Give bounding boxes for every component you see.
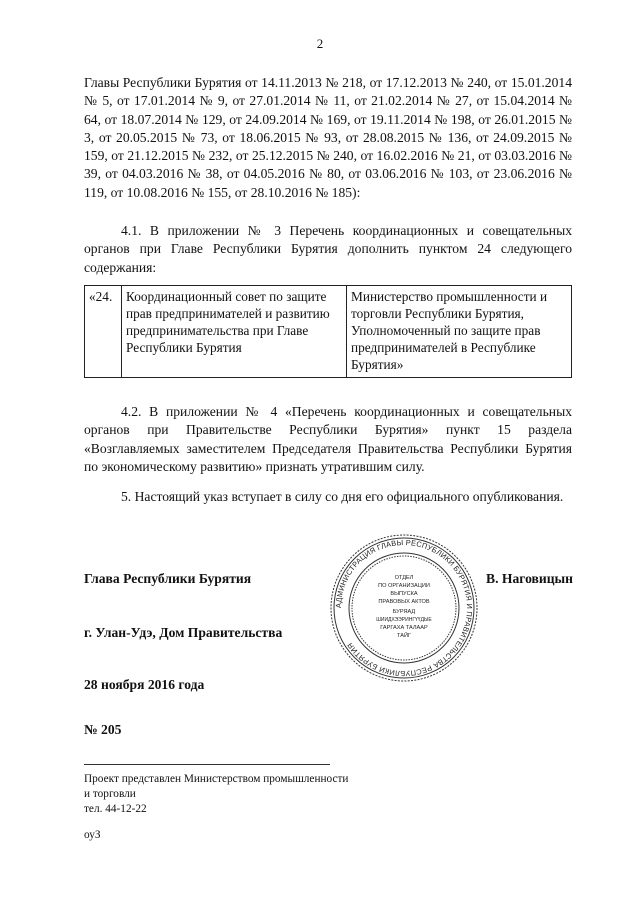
footnote xyxy=(84,772,348,817)
seal-line: ПРАВОВЫХ АКТОВ xyxy=(378,599,430,605)
seal-line: ОТДЕЛ xyxy=(394,575,414,581)
intro-paragraph: Главы Республики Бурятия от 14.11.2013 № 218, от 17.12.2013 № 240, от 15.01.2014 № 5, от 17.01.2014 № 9, от 27.01.2014 № 11, от 21.02.2014 № 27, от 15.04.2014 № 64, от 18.07.2014 № 129, от 24.09.2014 № 169, от 19.11.2014 № 198, от 26.01.2015 № 3, от 20.05.2015 № 73, от 18.06.2015 № 93, от 28.08.2015 № 136, от 24.09.2015 № 159, от 21.12.2015 № 232, от 25.12.2015 № 240, от 16.02.2016 № 21, от 03.03.2016 № 39, от 04.03.2016 № 38, от 04.05.2016 № 80, от 03.06.2016 № 103, от 23.06.2016 № 119, от 10.08.2016 № 155, от 28.10.2016 № 185): xyxy=(84,75,572,200)
seal-line: ПО ОРГАНИЗАЦИИ xyxy=(378,583,430,589)
body-name-cell: Координационный совет по защите прав предпринимателей и развитию предпринимательства при Главе Республики Бурятия xyxy=(122,286,347,378)
seal-line: ГАРГАХА ТАЛААР xyxy=(380,625,428,631)
page-number: 2 xyxy=(316,36,324,51)
amendment-table xyxy=(84,285,572,378)
footnote-line: и торговли xyxy=(84,788,136,800)
seal-line: ТАЙГ xyxy=(396,633,412,639)
seal-line: ВЫПУСКА xyxy=(390,591,418,597)
decree-number: № 205 xyxy=(84,722,122,737)
footnote-divider xyxy=(84,764,330,765)
footnote-line: тел. 44-12-22 xyxy=(84,803,147,815)
footnote-line: Проект представлен Министерством промышленности xyxy=(84,773,349,785)
signing-place: г. Улан-Удэ, Дом Правительства xyxy=(84,625,283,640)
document-code: оуЗ xyxy=(84,829,101,841)
row-number-cell: «24. xyxy=(85,286,122,378)
clause-5: 5. Настоящий указ вступает в силу со дня его официального опубликования. xyxy=(121,489,564,504)
signing-date: 28 ноября 2016 года xyxy=(84,677,205,692)
seal-ring-text: АДМИНИСТРАЦИЯ ГЛАВЫ РЕСПУБЛИКИ БУРЯТИЯ И ПРАВИТЕЛЬСТВА РЕСПУБЛИКИ БУРЯТИЯ xyxy=(333,537,475,679)
seal-line: ШИИДХЭЭРИНГҮҮДЫЕ xyxy=(376,617,432,623)
clause-4-2: 4.2. В приложении № 4 «Перечень координационных и совещательных органов при Правительстве Республики Бурятия» пункт 15 раздела «Возглавляемых заместителем Председателя Правительства Республики Бурятия по экономическому развитию» признать утратившим силу. xyxy=(84,404,572,474)
signatory-name: В. Наговицын xyxy=(486,571,573,586)
seal-line: БУРЯАД xyxy=(392,609,416,615)
table-row xyxy=(85,286,572,378)
svg-text:АДМИНИСТРАЦИЯ ГЛАВЫ РЕСПУБЛИКИ xyxy=(334,538,474,678)
clause-4-1: 4.1. В приложении № 3 Перечень координационных и совещательных органов при Главе Республики Бурятия дополнить пунктом 24 следующего содержания: xyxy=(84,223,572,275)
official-seal xyxy=(329,533,479,683)
signatory-position: Глава Республики Бурятия xyxy=(84,571,252,586)
responsible-cell: Министерство промышленности и торговли Республики Бурятия, Уполномоченный по защите прав предпринимателей в Республике Бурятия» xyxy=(347,286,572,378)
